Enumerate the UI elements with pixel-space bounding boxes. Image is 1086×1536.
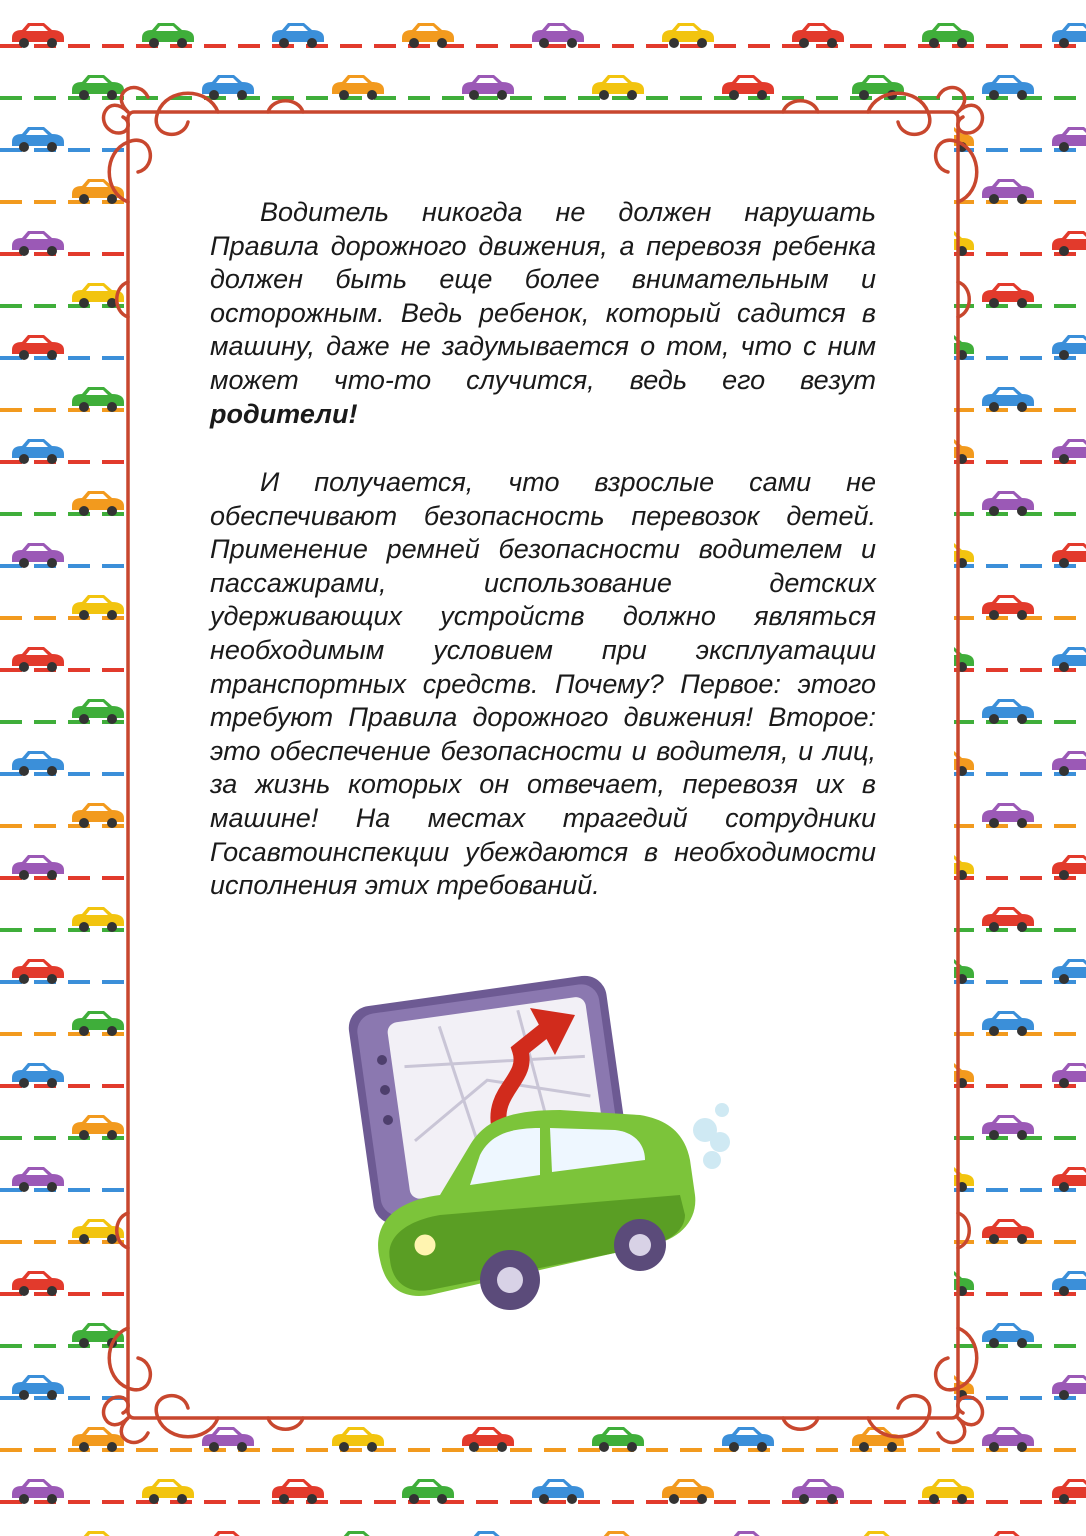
toy-car-icon [852,1531,904,1536]
exhaust-puff-icon [693,1103,730,1169]
paragraph1-emphasis: родители! [210,398,358,429]
toy-car-icon [332,1531,384,1536]
toy-car-icon [922,1479,974,1504]
toy-car-icon [982,1531,1034,1536]
paragraph1-text: Водитель никогда не должен нарушать Правила дорожного движения, а перевозя ребенка должен быть еще более внимательным и осторожным. Ведь ребенок, который садится в машину, даже не задумывается о том, что с ним может что-то случится, ведь его везут [210,197,876,395]
toy-car-icon [142,23,194,48]
paragraph2-text: И получается, что взрослые сами не обеспечивают безопасность перевозок детей. Применение ремней безопасности водителем и пассажирами, использование детских удерживающих устройств должно являться необходимым условием при эксплуатации транспортных средств. Почему? Первое: этого требуют Правила дорожного движения! Второе: это обеспечение безопасности и водителя, и лиц, за жизнь которых он отвечает, перевозя их в машине! На местах трагедий сотрудники Госавтоинспекции убеждаются в необходимости исполнения этих требований. [210,467,876,901]
toy-car-icon [72,1531,124,1536]
paragraph-child-safety [210,466,876,903]
toy-car-icon [142,1479,194,1504]
toy-car-icon [202,1531,254,1536]
toy-car-icon [272,1479,324,1504]
toy-car-icon [272,23,324,48]
car-navigator-illustration [340,960,760,1340]
toy-car-icon [722,1531,774,1536]
toy-car-icon [922,23,974,48]
toy-car-icon [592,1531,644,1536]
toy-car-icon [462,1531,514,1536]
paragraph-driver-rules [210,196,876,431]
